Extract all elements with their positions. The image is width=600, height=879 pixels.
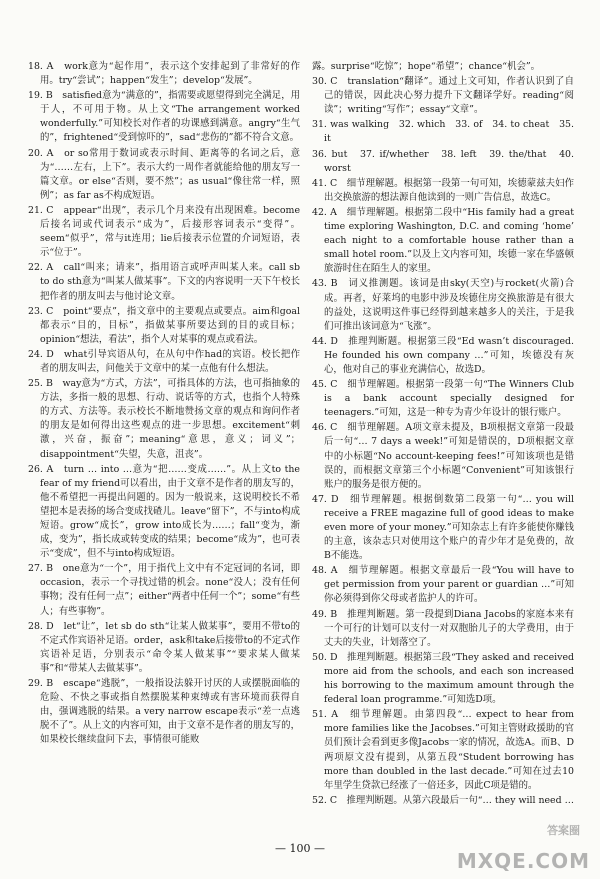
answer-paragraph: 28. D let“让”，let sb do sth“让某人做某事”，要用不带to的不定式作宾语补足语。order，ask和take后接带to的不定式作宾语补足语，分别表示“命令某人做某事”“要求某人做某事”和“带某人去做某事”。 [28,620,300,674]
answer-paragraph: 18. A work意为“起作用”，表示这个安排起到了非常好的作用。try“尝试”；happen“发生”；develop“发展”。 [28,61,300,87]
answer-paragraph: 45. C 细节理解题。根据第一段第一句“The Winners Club is a bank account specially designed for teenagers.”可知，这是一种专为青少年设计的银行账户。 [312,379,574,419]
answer-paragraph: 42. A 细节理解题。根据第二段中“His family had a great time exploring Washington, D.C. and coming ‘home’ each night to a comfortable house rather than a small hotel room.”以及上文内容可知，埃德一家在华盛顿旅游时住在陌生人的家里。 [312,206,574,275]
answer-paragraph: 43. B 词义推测题。该词是由sky(天空)与rocket(火箭)合成。再者，好莱坞的电影中涉及埃德住房交换旅游是有很大的益处，这说明这件事已经得到越来越多人的关注，于是我们可推出该词意为“飞涨”。 [312,278,574,332]
answer-paragraph: 47. D 细节理解题。根据倒数第二段第一句“… you will receive a FREE magazine full of good ideas to make even more of your money.”可知杂志上有许多能使你赚钱的主意，该杂志只对使用这个账户的青少年才是免费的，故B不能选。 [312,493,574,562]
answer-paragraph: 50. D 推理判断题。根据第三段“They asked and received more aid from the schools, and each son increased his borrowing to the maximum amount through the federal loan programme.”可知选D项。 [312,651,574,706]
answer-paragraph: 41. C 细节理解题。根据第一段第一句可知，埃德蒙兹夫妇作出交换旅游的想法源自他读到的一则广告信息，故选C。 [312,177,574,203]
answer-paragraph: 19. B satisfied意为“满意的”，指需要或愿望得到完全满足，用于人，不可用于物。从上文“The arrangement worked wonderfully.”可知校长对作者的功课感到满意。angry“生气的”，frightened“受到惊吓的”，sad“悲伤的”都不符合文意。 [28,90,300,144]
answer-paragraph: 29. B escape“逃脱”，一般指设法躲开讨厌的人或摆脱面临的危险、不快之事或指自然摆脱某种束缚或有害环境而获得自由，强调逃脱的结果。a very narrow escape表示“差一点逃脱不了”。从上文的内容可知，由于文章不是作者的朋友写的，如果校长继续盘问下去，事情很可能败 [28,678,300,746]
answer-paragraph: 26. A turn … into …意为“把……变成……”。从上文to the fear of my friend可以看出，由于文章不是作者的朋友写的，他不希望把一再提出问题的。因为一般说来，这说明校长不希望把本是表扬的场合变成找碴儿。leave“留下”，不与into构成短语。grow“成长”，grow into成长为……；fall“变为，渐成，变为”，指长成或转变成的结果；become“成为”，也可表示“变成”，但不与into构成短语。 [28,463,300,560]
answer-paragraph: 露。surprise“吃惊”；hope“希望”；chance“机会”。 [312,61,540,72]
answer-paragraph: 36. but 37. if/whether 38. left 39. the/that 40. worst [312,148,574,174]
answer-paragraph: 44. D 推理判断题。根据第三段“Ed wasn’t discouraged. He founded his own company …”可知，埃德没有灰心，他对自己的事业充满信心，故选D。 [312,335,574,375]
watermark-logo-text: 答案圈 [547,824,580,837]
left-column [28,60,300,749]
answer-paragraph: 49. B 推理判断题。第一段提到Diana Jacobs的家庭本来有一个可行的计划可以支付一对双胞胎儿子的大学费用，由于丈夫的失业，计划落空了。 [312,608,574,648]
answer-paragraph: 21. C appear“出现”，表示几个月来没有出现困难。become后接名词或代词表示“成为”，后接形容词表示“变得”。seem“似乎”，常与it连用；lie后接表示位置的介词短语，表示“位于”。 [28,204,300,259]
answer-paragraph: 23. C point“要点”，指文章中的主要观点或要点。aim和goal都表示“目的，目标”，指做某事所要达到的目的或目标；opinion“想法，看法”，指个人对某事的观点或看法。 [28,305,300,345]
answer-paragraph: 27. B one意为“一个”，用于指代上文中有不定冠词的名词，即occasion，表示一个寻找过错的机会。none“没人；没有任何事物；没有任何一点”；either“两者中任何一个”；some“有些人；有些事物”。 [28,563,300,617]
page-number: — 100 — [275,842,325,855]
answer-paragraph: 48. A 细节理解题。根据文章最后一段“You will have to get permission from your parent or guardian …”可知你必须得到你父母或者监护人的许可。 [312,565,574,605]
watermark-url: MXQE.COM [456,849,590,873]
right-column [312,60,574,809]
answer-paragraph: 20. A or so常用于数词或表示时间、距离等的名词之后，意为“……左右，上下”。表示大约一周作者就能给他的朋友写一篇文章。or else“否则，要不然”；as usual“像往常一样，照例”；as far as不构成短语。 [28,147,300,201]
answer-paragraph: 51. A 细节理解题。由第四段“… expect to hear from more families like the Jacobses.”可知主管财政援助的官员们预计会看到更多像Jacobs一家的情况，故选A。而B、D两项原文没有提到，从第五段“Student borrowing has more than doubled in the last decade.”可知在过去10年里学生贷款已经涨了一倍还多，因此C项是错的。 [312,709,574,791]
answer-paragraph: 30. C translation“翻译”。通过上文可知，作者认识到了自己的错误，因此决心努力提升下文翻译学好。reading“阅读”；writing“写作”；essay“文章”。 [312,76,574,116]
answer-paragraph: 46. C 细节理解题。A项文章未提及，B项根据文章第一段最后一句“… 7 days a week!”可知是错误的，D项根据文章中的小标题“No account-keeping fees!”可知该项也是错误的，而根据文章第三个小标题“Convenient”可知该银行账户的服务是很方便的。 [312,422,574,490]
answer-paragraph: 31. was walking 32. which 33. of 34. to cheat 35. it [312,119,574,145]
answer-paragraph: 25. B way意为“方式，方法”，可指具体的方法，也可指抽象的方法，多指一般的思想、行动、说话等的方式，也指个人特殊的方式、方法等。表示校长不断地赞扬文章的观点和询问作者的朋友是如何得出这些观点的进一步思想。excitement“刺激，兴奋，振奋”；meaning“意思，意义；词义”；disappointment“失望，失意，沮丧”。 [28,378,300,460]
answer-paragraph: 22. A call“叫来；请来”，指用语言或呼声叫某人来。call sb to do sth意为“叫某人做某事”。下文的内容说明一天下午校长把作者的朋友叫去与他讨论文章。 [28,262,300,302]
answer-paragraph: 52. C 推理判断题。从第六段最后一句“… they will need … [312,794,574,806]
answer-paragraph: 24. D what引导宾语从句，在从句中作had的宾语。校长把作者的朋友叫去，问他关于文章中的某一点他有什么想法。 [28,348,300,374]
